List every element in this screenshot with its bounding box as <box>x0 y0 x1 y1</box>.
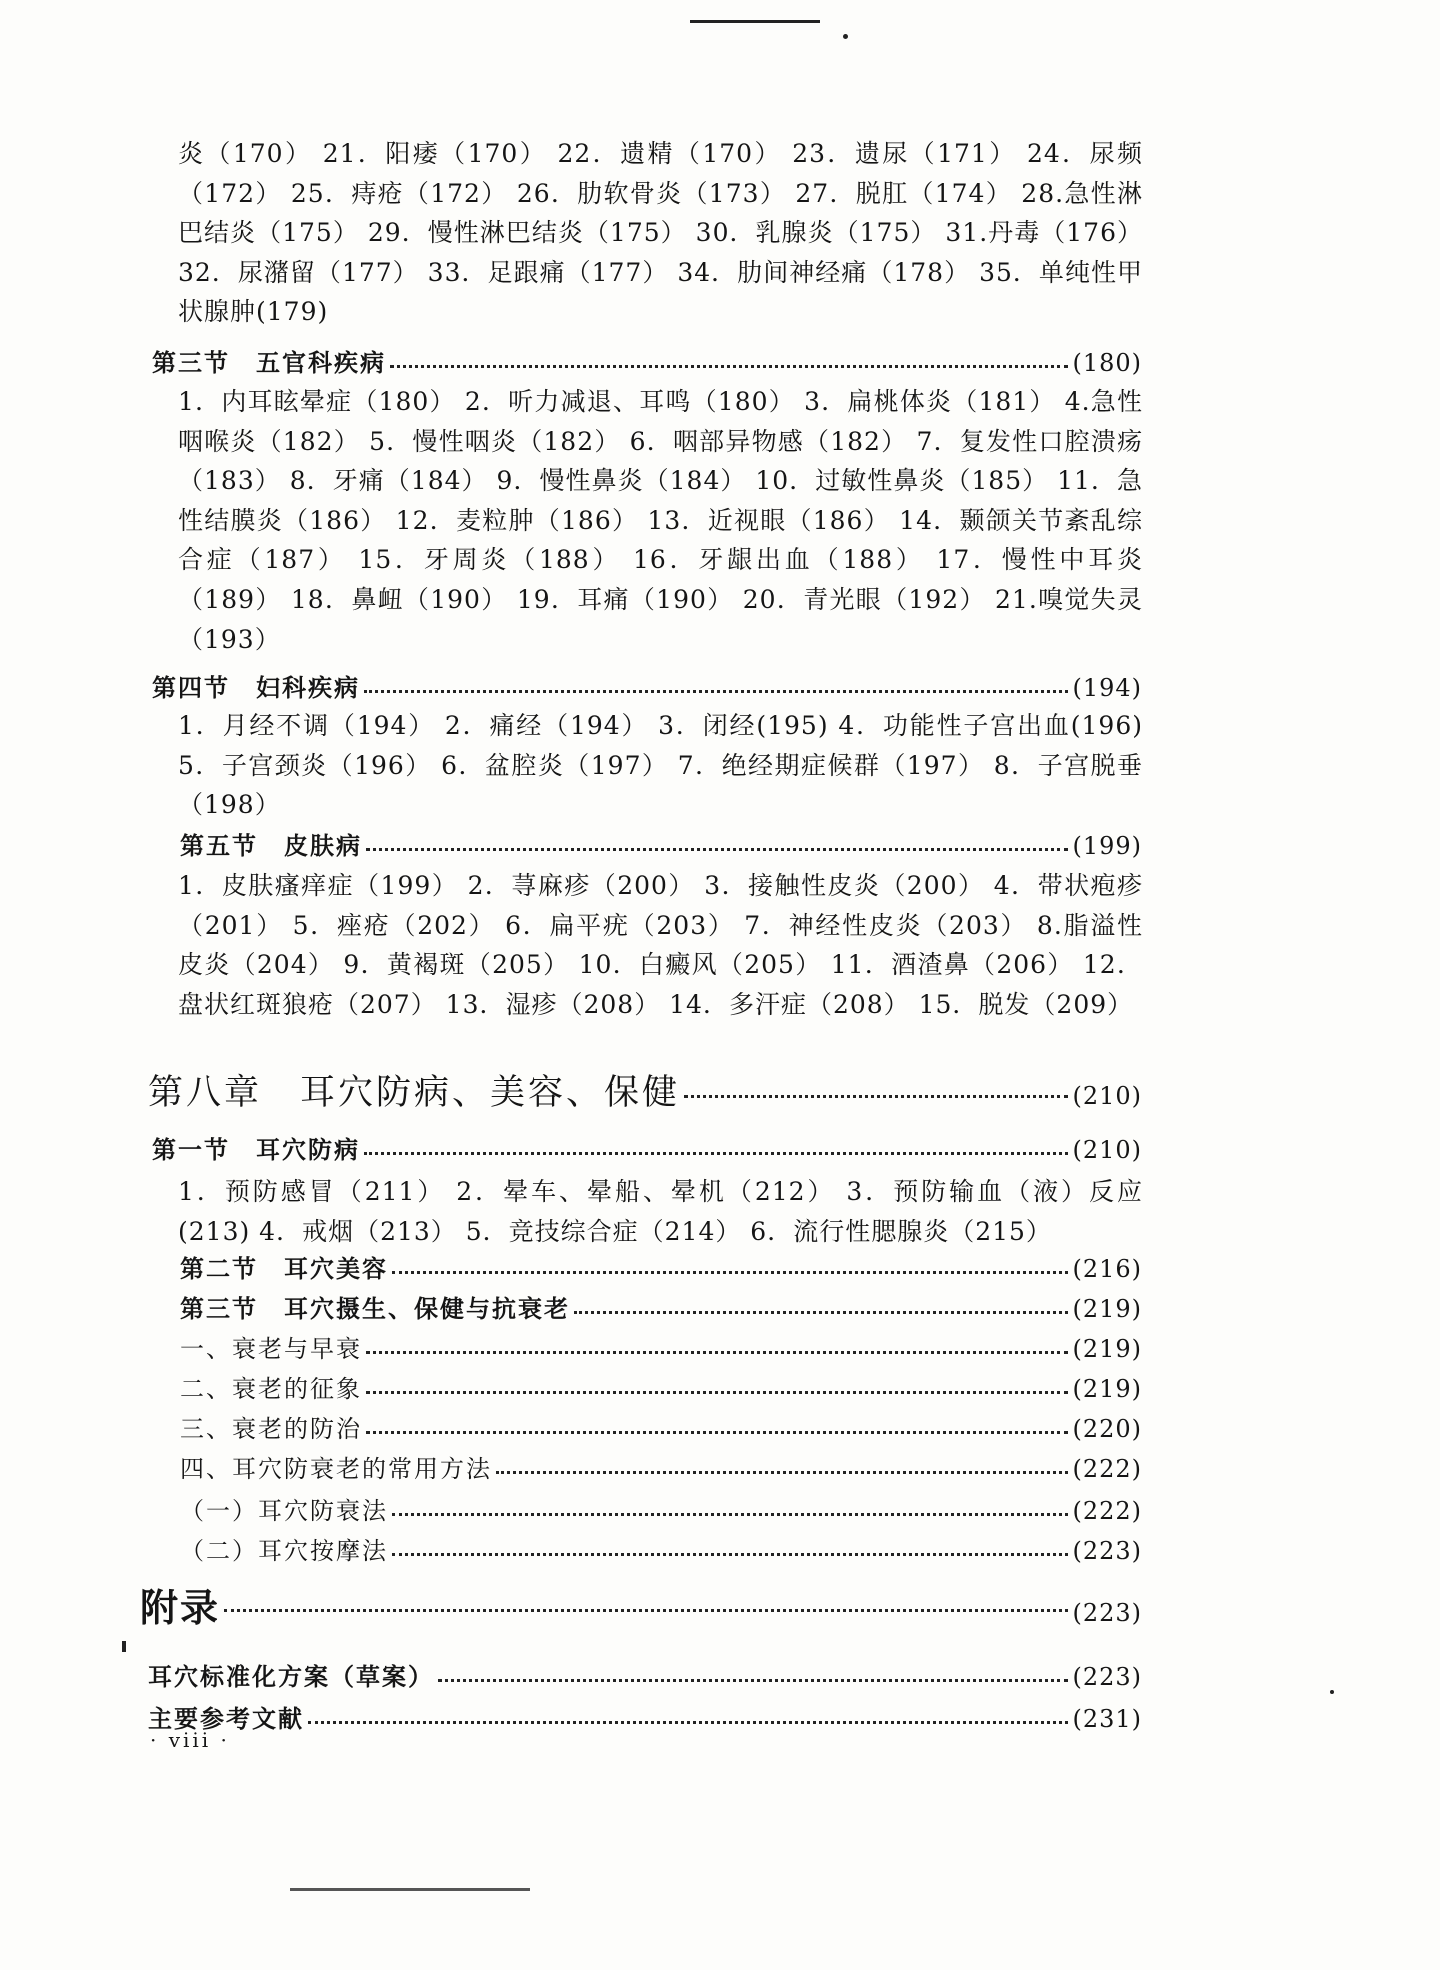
entry-title: （二）耳穴按摩法 <box>180 1537 388 1565</box>
scan-top-line <box>690 20 820 23</box>
dot-leader <box>392 1271 1068 1274</box>
dot-leader <box>574 1311 1068 1314</box>
toc-entry-ch8-section3[interactable] <box>180 1289 1142 1324</box>
toc-entry-appendix[interactable] <box>140 1577 1142 1632</box>
entry-title: 主要参考文献 <box>148 1705 304 1733</box>
entry-page: (222) <box>1072 1455 1142 1483</box>
entry-title: 第三节 耳穴摄生、保健与抗衰老 <box>180 1295 570 1323</box>
dot-leader <box>684 1095 1068 1098</box>
entry-page: (210) <box>1072 1082 1142 1110</box>
entry-title: （一）耳穴防衰法 <box>180 1497 388 1525</box>
toc-entry-section5[interactable] <box>180 826 1142 861</box>
toc-entry-subsection3[interactable] <box>180 1409 1142 1444</box>
dot-leader <box>366 1391 1068 1394</box>
ch8-section1-items: 1．预防感冒（211） 2．晕车、晕船、晕机（212） 3．预防输血（液）反应(213) 4．戒烟（213） 5．竞技综合症（214） 6．流行性腮腺炎（215） <box>178 1177 1143 1246</box>
entry-title: 三、衰老的防治 <box>180 1415 362 1443</box>
dot-leader <box>364 1152 1068 1155</box>
entry-page: (231) <box>1072 1705 1142 1733</box>
toc-entry-subsection4b[interactable] <box>180 1531 1142 1566</box>
page-number: · viii · <box>150 1728 230 1752</box>
entry-page: (220) <box>1072 1415 1142 1443</box>
entry-page: (194) <box>1072 674 1142 702</box>
scan-speck <box>1330 1690 1334 1694</box>
entry-title: 一、衰老与早衰 <box>180 1335 362 1363</box>
entry-page: (219) <box>1072 1375 1142 1403</box>
entry-page: (219) <box>1072 1295 1142 1323</box>
toc-entry-subsection1[interactable] <box>180 1329 1142 1364</box>
continuation-paragraph: 炎（170） 21．阳痿（170） 22．遗精（170） 23．遗尿（171） 24．尿频（172） 25．痔疮（172） 26．肋软骨炎（173） 27．脱肛（174） 28.急性淋巴结炎（175） 29．慢性淋巴结炎（175） 30．乳腺炎（175） 31.丹毒（176） 32．尿潴留（177） 33．足跟痛（177） 34．肋间神经痛（178） 35．单纯性甲状腺肿(179) <box>178 139 1143 327</box>
toc-entry-references[interactable] <box>148 1699 1142 1734</box>
entry-title: 第五节 皮肤病 <box>180 832 362 860</box>
entry-page: (210) <box>1072 1136 1142 1164</box>
entry-page: (216) <box>1072 1255 1142 1283</box>
entry-title: 附录 <box>140 1586 221 1630</box>
scan-speck <box>122 1641 126 1652</box>
toc-entry-section3[interactable] <box>152 343 1142 378</box>
toc-entry-section4[interactable] <box>152 668 1142 703</box>
entry-title: 第一节 耳穴防病 <box>152 1136 360 1164</box>
dot-leader <box>366 848 1068 851</box>
toc-entry-ch8-section1[interactable] <box>152 1130 1142 1165</box>
entry-page: (219) <box>1072 1335 1142 1363</box>
toc-entry-subsection2[interactable] <box>180 1369 1142 1404</box>
entry-page: (180) <box>1072 349 1142 377</box>
entry-page: (223) <box>1072 1537 1142 1565</box>
toc-entry-subsection4[interactable] <box>180 1449 1142 1484</box>
dot-leader <box>392 1513 1068 1516</box>
entry-title: 四、耳穴防衰老的常用方法 <box>180 1455 492 1483</box>
section4-items: 1．月经不调（194） 2．痛经（194） 3．闭经(195) 4．功能性子宫出血(196) 5．子宫颈炎（196） 6．盆腔炎（197） 7．绝经期症候群（197） 8．子宫脱垂（198） <box>178 711 1143 820</box>
entry-page: (222) <box>1072 1497 1142 1525</box>
scan-bottom-line <box>290 1888 530 1891</box>
toc-entry-ear-standard[interactable] <box>148 1657 1142 1692</box>
section3-items: 1．内耳眩晕症（180） 2．听力减退、耳鸣（180） 3．扁桃体炎（181） 4.急性咽喉炎（182） 5．慢性咽炎（182） 6．咽部异物感（182） 7．复发性口腔溃疡（183） 8．牙痛（184） 9．慢性鼻炎（184） 10．过敏性鼻炎（185） 11．急性结膜炎（186） 12．麦粒肿（186） 13．近视眼（186） 14．颞颌关节紊乱综合症（187） 15．牙周炎（188） 16．牙龈出血（188） 17．慢性中耳炎（189） 18．鼻衄（190） 19．耳痛（190） 20．青光眼（192） 21.嗅觉失灵（193） <box>178 387 1143 654</box>
dot-leader <box>364 690 1068 693</box>
dot-leader <box>366 1351 1068 1354</box>
entry-title: 二、衰老的征象 <box>180 1375 362 1403</box>
dot-leader <box>308 1721 1068 1724</box>
dot-leader <box>438 1679 1068 1682</box>
dot-leader <box>390 365 1068 368</box>
dot-leader <box>392 1553 1068 1556</box>
entry-title: 第二节 耳穴美容 <box>180 1255 388 1283</box>
dot-leader <box>496 1471 1068 1474</box>
entry-title: 第三节 五官科疾病 <box>152 349 386 377</box>
entry-page: (223) <box>1072 1599 1142 1627</box>
dot-leader <box>224 1609 1068 1612</box>
toc-entry-subsection4a[interactable] <box>180 1491 1142 1526</box>
entry-title: 耳穴标准化方案（草案） <box>148 1663 434 1691</box>
toc-entry-chapter8[interactable] <box>148 1065 1142 1115</box>
toc-entry-ch8-section2[interactable] <box>180 1249 1142 1284</box>
entry-page: (223) <box>1072 1663 1142 1691</box>
entry-page: (199) <box>1072 832 1142 860</box>
scan-dot <box>843 34 848 39</box>
entry-title: 第八章 耳穴防病、美容、保健 <box>148 1073 681 1113</box>
dot-leader <box>366 1431 1068 1434</box>
entry-title: 第四节 妇科疾病 <box>152 674 360 702</box>
section5-items: 1．皮肤瘙痒症（199） 2．荨麻疹（200） 3．接触性皮炎（200） 4．带状疱疹（201） 5．痤疮（202） 6．扁平疣（203） 7．神经性皮炎（203） 8.脂溢性皮炎（204） 9．黄褐斑（205） 10．白癜风（205） 11．酒渣鼻（206） 12．盘状红斑狼疮（207） 13．湿疹（208） 14．多汗症（208） 15．脱发（209） <box>178 871 1143 1019</box>
